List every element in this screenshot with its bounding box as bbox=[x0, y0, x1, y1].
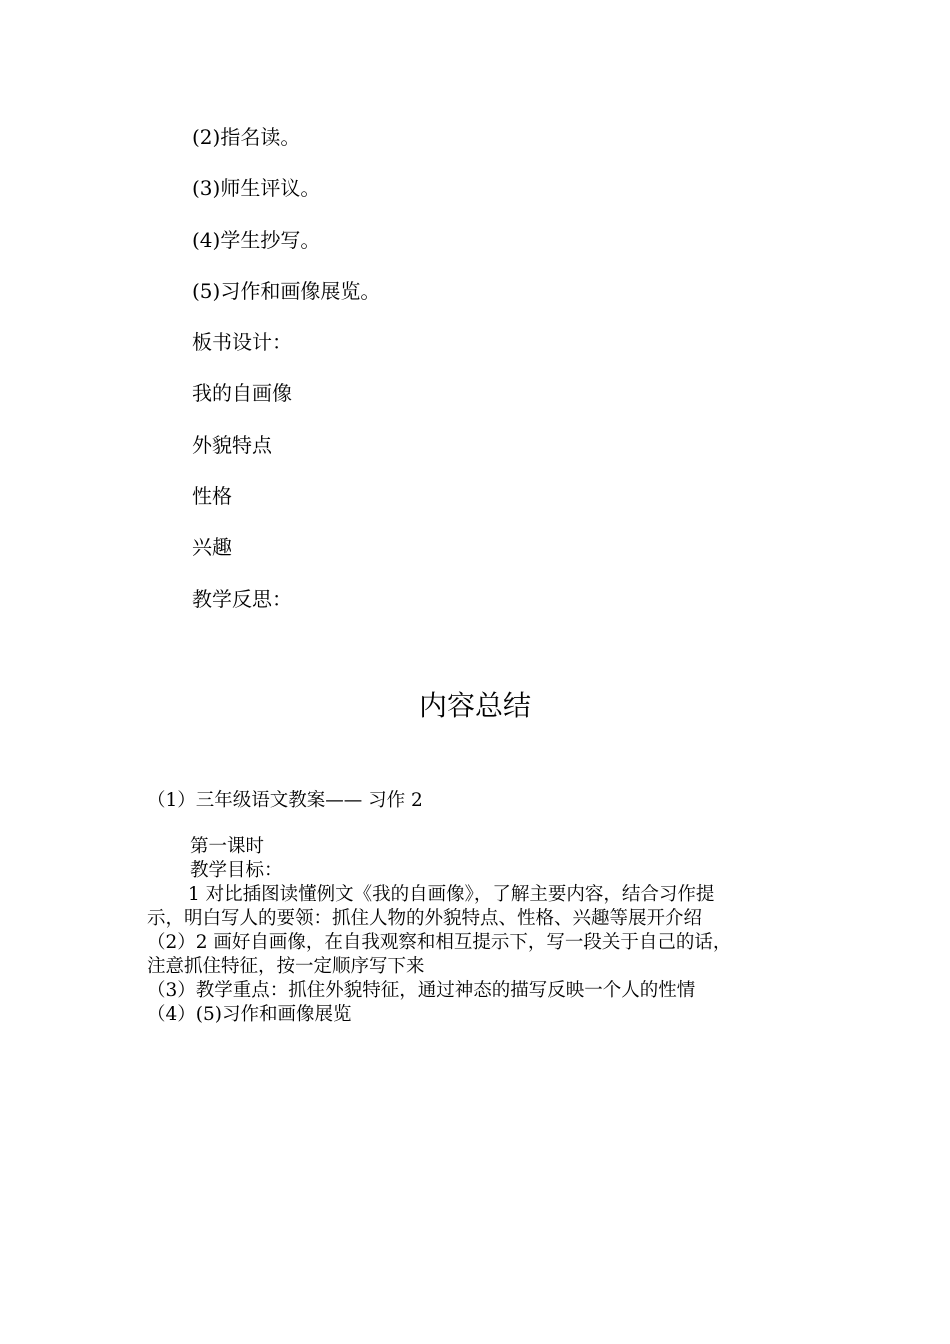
summary-title: 内容总结 bbox=[418, 689, 531, 722]
step-line: (5)习作和画像展览。 bbox=[192, 278, 381, 303]
summary-block bbox=[147, 787, 797, 1027]
board-item: 兴趣 bbox=[192, 535, 232, 560]
board-item: 性格 bbox=[192, 484, 232, 509]
summary-item3: （3）教学重点：抓住外貌特征，通过神态的描写反映一个人的性情 bbox=[147, 980, 696, 1001]
board-item: 外貌特点 bbox=[192, 432, 272, 457]
step-line: (2)指名读。 bbox=[192, 125, 301, 149]
step-line: (4)学生抄写。 bbox=[192, 227, 321, 252]
lesson-steps bbox=[192, 122, 792, 635]
summary-lesson: 第一课时 bbox=[190, 836, 265, 857]
board-design-label: 板书设计： bbox=[192, 330, 292, 355]
step-line: (3)师生评议。 bbox=[192, 176, 321, 201]
summary-heading: （1）三年级语文教案—— 习作 2 bbox=[147, 790, 423, 811]
board-item: 我的自画像 bbox=[192, 381, 292, 406]
summary-item2-line2: 注意抓住特征，按一定顺序写下来 bbox=[147, 956, 425, 977]
summary-goal1-line1: 1 对比插图读懂例文《我的自画像》，了解主要内容，结合习作提 bbox=[188, 884, 715, 905]
summary-item2-line1: （2）2 画好自画像，在自我观察和相互提示下，写一段关于自己的话， bbox=[147, 932, 732, 953]
summary-goals-label: 教学目标： bbox=[190, 860, 283, 881]
reflection-label: 教学反思： bbox=[192, 586, 292, 611]
summary-item4: （4）(5)习作和画像展览 bbox=[147, 1004, 352, 1025]
summary-goal1-line2: 示，明白写人的要领：抓住人物的外貌特点、性格、兴趣等展开介绍 bbox=[147, 908, 703, 929]
